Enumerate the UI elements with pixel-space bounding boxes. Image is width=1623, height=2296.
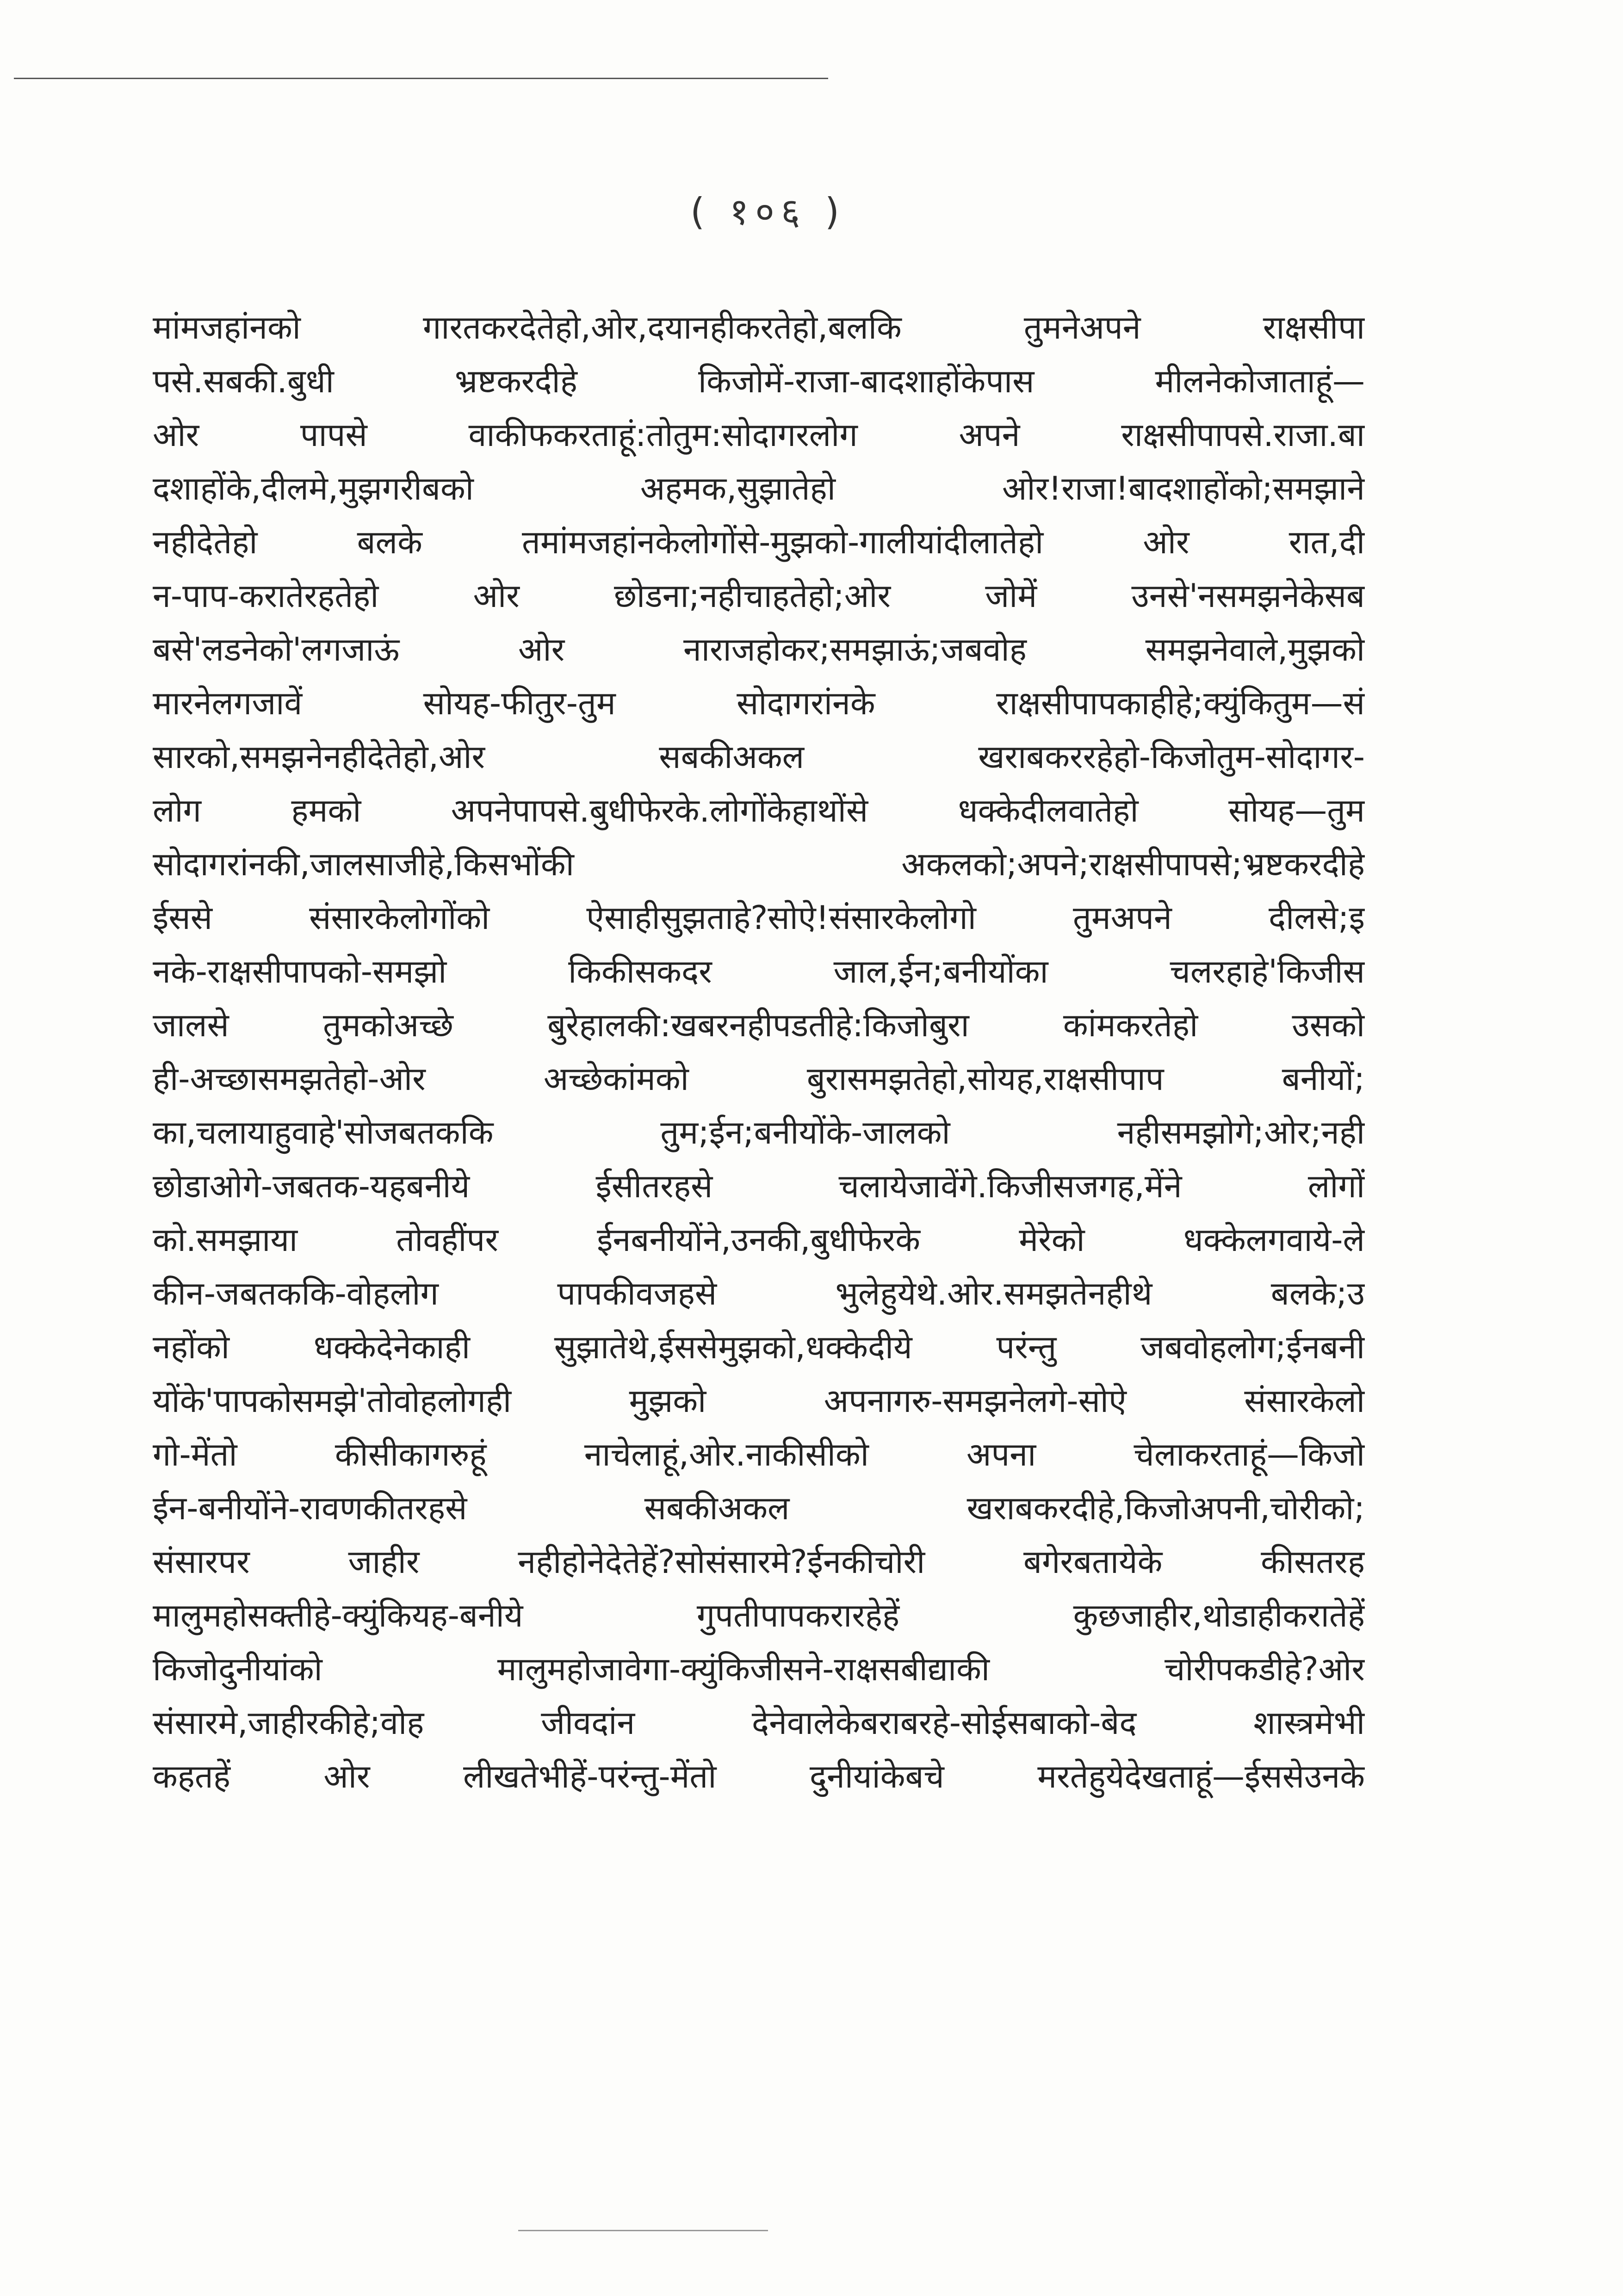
page-number: ( १०६ ) (690, 190, 846, 233)
text-line: दशाहोंके,दीलमे,मुझगरीबको अहमक,सुझातेहो ओर!राजा!बादशाहोंको;समझाने (153, 470, 1365, 507)
text-line: छोडाओगे-जबतक-यहबनीये ईसीतरहसे चलायेजावेंगे.किजीसजगह,मेंने लोगों (153, 1167, 1365, 1205)
text-line: नके-राक्षसीपापको-समझो किकीसकदर जाल,ईन;बनीयोंका चलरहाहे'किजीस (153, 953, 1365, 990)
text-line: ईन-बनीयोंने-रावणकीतरहसे सबकीअकल खराबकरदीहे,किजोअपनी,चोरीको; (153, 1489, 1365, 1527)
text-line: संसारमे,जाहीरकीहे;वोह जीवदांन देनेवालेकेबराबरहे-सोईसबाको-बेद शास्त्रमेभी (153, 1704, 1365, 1742)
text-line: मालुमहोसक्तीहे-क्युंकियह-बनीये गुपतीपापकरारहेहें कुछजाहीर,थोडाहीकरातेहें (153, 1597, 1365, 1634)
text-line: सारको,समझनेनहीदेतेहो,ओर सबकीअकल खराबकररहेहो-किजोतुम-सोदागर- (153, 738, 1365, 776)
text-line: नहीदेतेहो बलके तमांमजहांनकेलोगोंसे-मुझको-गालीयांदीलातेहो ओर रात,दी (153, 523, 1365, 561)
text-line: बसे'लडनेको'लगजाऊं ओर नाराजहोकर;समझाऊं;जबवोह समझनेवाले,मुझको (153, 631, 1365, 668)
text-line: किजोदुनीयांको मालुमहोजावेगा-क्युंकिजीसने-राक्षसबीद्याकी चोरीपकडीहे?ओर (153, 1650, 1365, 1688)
text-line: जालसे तुमकोअच्छे बुरेहालकी:खबरनहीपडतीहे:किजोबुरा कांमकरतेहो उसको (153, 1006, 1365, 1044)
text-line: ईससे संसारकेलोगोंको ऐसाहीसुझताहे?सोऐ!संसारकेलोगो तुमअपने दीलसे;इ (153, 899, 1365, 937)
text-line: कहतहें ओर लीखतेभीहें-परंन्तु-मेंतो दुनीयांकेबचे मरतेहुयेदेखताहूं—ईससेउनके (153, 1758, 1365, 1795)
text-line: योंके'पापकोसमझे'तोवोहलोगही मुझको अपनागरु-समझनेलगे-सोऐ संसारकेलो (153, 1382, 1365, 1420)
text-line: कीन-जबतककि-वोहलोग पापकीवजहसे भुलेहुयेथे.ओर.समझतेनहीथे बलके;उ (153, 1275, 1365, 1312)
text-line: को.समझाया तोवहींपर ईनबनीयोंने,उनकी,बुधीफेरके मेरेको धक्केलगवाये-ले (153, 1221, 1365, 1259)
top-divider (14, 78, 828, 79)
text-line: ही-अच्छासमझतेहो-ओर अच्छेकांमको बुरासमझतेहो,सोयह,राक्षसीपाप बनीयों; (153, 1060, 1365, 1098)
bottom-divider (518, 2230, 768, 2231)
body-text (153, 301, 1365, 1803)
text-line: नहोंको धक्केदेनेकाही सुझातेथे,ईससेमुझको,धक्केदीये परंन्तु जबवोहलोग;ईनबनी (153, 1328, 1365, 1366)
text-line: मारनेलगजावें सोयह-फीतुर-तुम सोदागरांनके राक्षसीपापकाहीहे;क्युंकितुम—सं (153, 684, 1365, 722)
text-line: गो-मेंतो कीसीकागरुहूं नाचेलाहूं,ओर.नाकीसीको अपना चेलाकरताहूं—किजो (153, 1436, 1365, 1473)
text-line: न-पाप-करातेरहतेहो ओर छोडना;नहीचाहतेहो;ओर जोमें उनसे'नसमझनेकेसब (153, 577, 1365, 615)
text-line: का,चलायाहुवाहे'सोजबतककि तुम;ईन;बनीयोंके-जालको नहीसमझोगे;ओर;नही (153, 1114, 1365, 1151)
text-line: संसारपर जाहीर नहीहोनेदेतेहें?सोसंसारमे?ईनकीचोरी बगेरबतायेके कीसतरह (153, 1543, 1365, 1581)
text-line: सोदागरांनकी,जालसाजीहे,किसभोंकी अकलको;अपने;राक्षसीपापसे;भ्रष्टकरदीहे (153, 845, 1365, 883)
text-line: पसे.सबकी.बुधी भ्रष्टकरदीहे किजोमें-राजा-बादशाहोंकेपास मीलनेकोजाताहूं— (153, 362, 1365, 400)
text-line: मांमजहांनको गारतकरदेतेहो,ओर,दयानहीकरतेहो,बलकि तुमनेअपने राक्षसीपा (153, 309, 1365, 347)
text-line: ओर पापसे वाकीफकरताहूं:तोतुम:सोदागरलोग अपने राक्षसीपापसे.राजा.बा (153, 416, 1365, 454)
text-line: लोग हमको अपनेपापसे.बुधीफेरके.लोगोंकेहाथोंसे धक्केदीलवातेहो सोयह—तुम (153, 792, 1365, 829)
